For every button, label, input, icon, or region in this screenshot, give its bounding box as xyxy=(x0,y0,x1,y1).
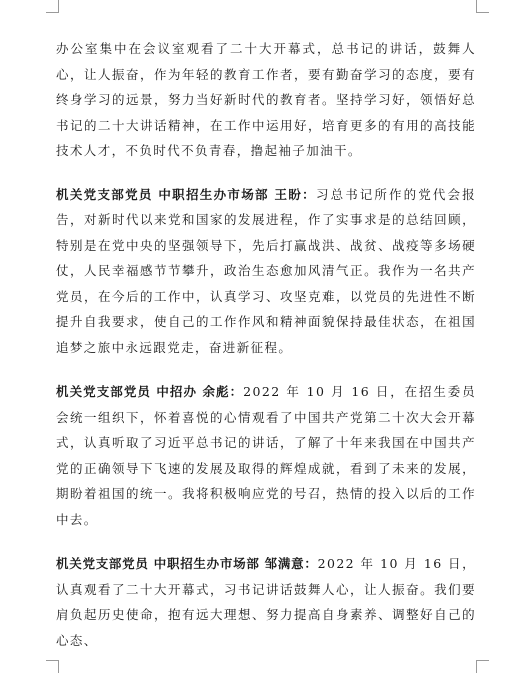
paragraph-text: 办公室集中在会议室观看了二十大开幕式，总书记的讲话，鼓舞人心，让人振奋，作为年轻的教育工作者，要有勤奋学习的态度，要有终身学习的远景，努力当好新时代的教育者。坚持学习好，领悟好总书记的二十大讲话精神，在工作中运用好，培育更多的有用的高技能技术人才，不负时代不负青春，撸起袖子加油干。 xyxy=(56,41,476,158)
speaker-label: 机关党支部党员 中职招生办市场部 邹满意： xyxy=(56,556,318,571)
paragraph-text: 2022 年 10 月 16 日，在招生委员会统一组织下，怀着喜悦的心情观看了中国共产党第二十次大会开幕式，认真听取了习近平总书记的讲话，了解了十年来我国在中国共产党的正确领导下飞速的发展及取得的辉煌成就，看到了未来的发展，期盼着祖国的统一。我将积极响应党的号召，热情的投入以后的工作中去。 xyxy=(56,384,476,527)
crop-mark-top-left xyxy=(46,0,59,13)
speaker-label: 机关党支部党员 中职招生办市场部 王盼： xyxy=(56,186,316,202)
paragraph-gap xyxy=(56,360,476,379)
crop-mark-bottom-left xyxy=(46,660,59,673)
paragraph xyxy=(56,551,476,653)
crop-mark-top-right xyxy=(476,0,489,13)
paragraph-text: 2022 年 10 月 16 日，认真观看了二十大开幕式，习书记讲话鼓舞人心，让人振奋。我们要肩负起历史使命，抱有远大理想、努力提高自身素养、调整好自己的心态、 xyxy=(56,556,476,648)
crop-mark-bottom-right xyxy=(476,660,489,673)
paragraph xyxy=(56,182,476,361)
paragraph-gap xyxy=(56,164,476,182)
paragraph xyxy=(56,36,476,164)
paragraph-text: 习总书记所作的党代会报告，对新时代以来党和国家的发展进程，作了实事求是的总结回顾，特别是在党中央的坚强领导下，先后打赢战洪、战贫、战疫等多场硬仗，人民幸福感节节攀升，政治生态愈加风清气正。我作为一名共产党员，在今后的工作中，认真学习、攻坚克难，以党员的先进性不断提升自我要求，使自己的工作作风和精神面貌保持最佳状态，在祖国追梦之旅中永远跟党走，奋进新征程。 xyxy=(56,186,476,355)
paragraph xyxy=(56,379,476,532)
speaker-label: 机关党支部党员 中招办 余彪： xyxy=(56,384,244,399)
paragraph-gap xyxy=(56,532,476,551)
document-body xyxy=(56,36,476,653)
